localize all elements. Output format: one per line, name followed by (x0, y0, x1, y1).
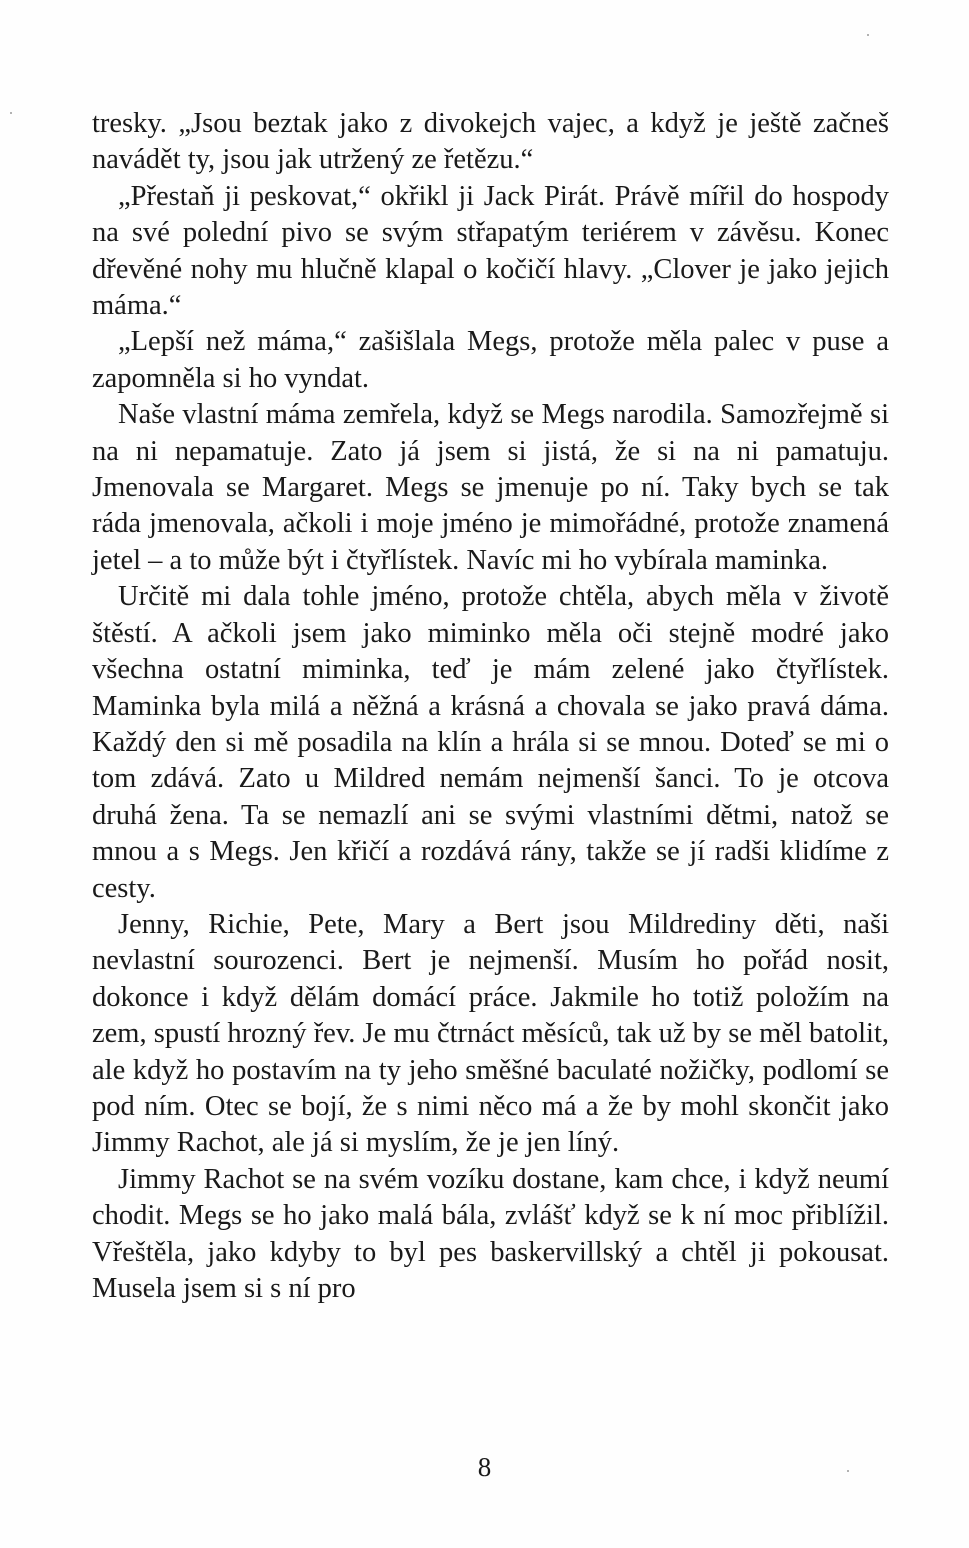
scan-speck (847, 1470, 849, 1472)
scan-speck (10, 112, 12, 114)
paragraph-2: „Přestaň ji peskovat,“ okřikl ji Jack Pirát. Právě mířil do hospody na své polední pivo se svým střapatým teriérem v závěsu. Konec dřevěné nohy mu hlučně klapal o kočičí hlavy. „Clover je jako jejich máma.“ (92, 180, 889, 322)
paragraph-7: Jimmy Rachot se na svém vozíku dostane, kam chce, i když neumí chodit. Megs se ho jako malá bála, zvlášť když se k ní moc přiblížil. Vřeštěla, jako kdyby to byl pes baskervillský a chtěl ji pokousat. Musela jsem si s ní pro (92, 1163, 889, 1304)
paragraph-1: tresky. „Jsou beztak jako z divokejch vajec, a když je ještě začneš navádět ty, jsou jak utržený ze řetězu.“ (92, 108, 889, 176)
paragraph-4: Naše vlastní máma zemřela, když se Megs narodila. Samozřejmě si na ni nepamatuje. Zato já jsem si jistá, že si na ni pamatuju. Jmenovala se Margaret. Megs se jmenuje po ní. Taky bych se tak ráda jmenovala, ačkoli i moje jméno je mimořádné, protože znamená jetel – a to může být i čtyřlístek. Navíc mi ho vybírala maminka. (92, 399, 889, 576)
paragraph-3: „Lepší než máma,“ zašišlala Megs, protože měla palec v puse a zapomněla si ho vyndat. (92, 326, 889, 394)
scan-speck (867, 34, 869, 36)
page-body-text (92, 106, 889, 1307)
paragraph-5: Určitě mi dala tohle jméno, protože chtěla, abych měla v životě štěstí. A ačkoli jsem jako miminko měla oči stejně modré jako všechna ostatní miminka, teď je mám zelené jako čtyřlístek. Maminka byla milá a něžná a krásná a chovala se jako pravá dáma. Každý den si mě posadila na klín a hrála si se mnou. Doteď se mi o tom zdává. Zato u Mildred nemám nejmenší šanci. To je otcova druhá žena. Ta se nemazlí ani se svými vlastními dětmi, natož se mnou a s Megs. Jen křičí a rozdává rány, takže se jí radši klidíme z cesty. (92, 581, 889, 904)
paragraph-6: Jenny, Richie, Pete, Mary a Bert jsou Mildrediny děti, naši nevlastní sourozenci. Bert je nejmenší. Musím ho pořád nosit, dokonce i když dělám domácí práce. Jakmile ho totiž položím na zem, spustí hrozný řev. Je mu čtrnáct měsíců, tak už by se měl batolit, ale když ho postavím na ty jeho směšné baculaté nožičky, podlomí se pod ním. Otec se bojí, že s nimi něco má a že by mohl skončit jako Jimmy Rachot, ale já si myslím, že je jen líný. (92, 908, 889, 1159)
page-number: 8 (477, 1452, 492, 1482)
